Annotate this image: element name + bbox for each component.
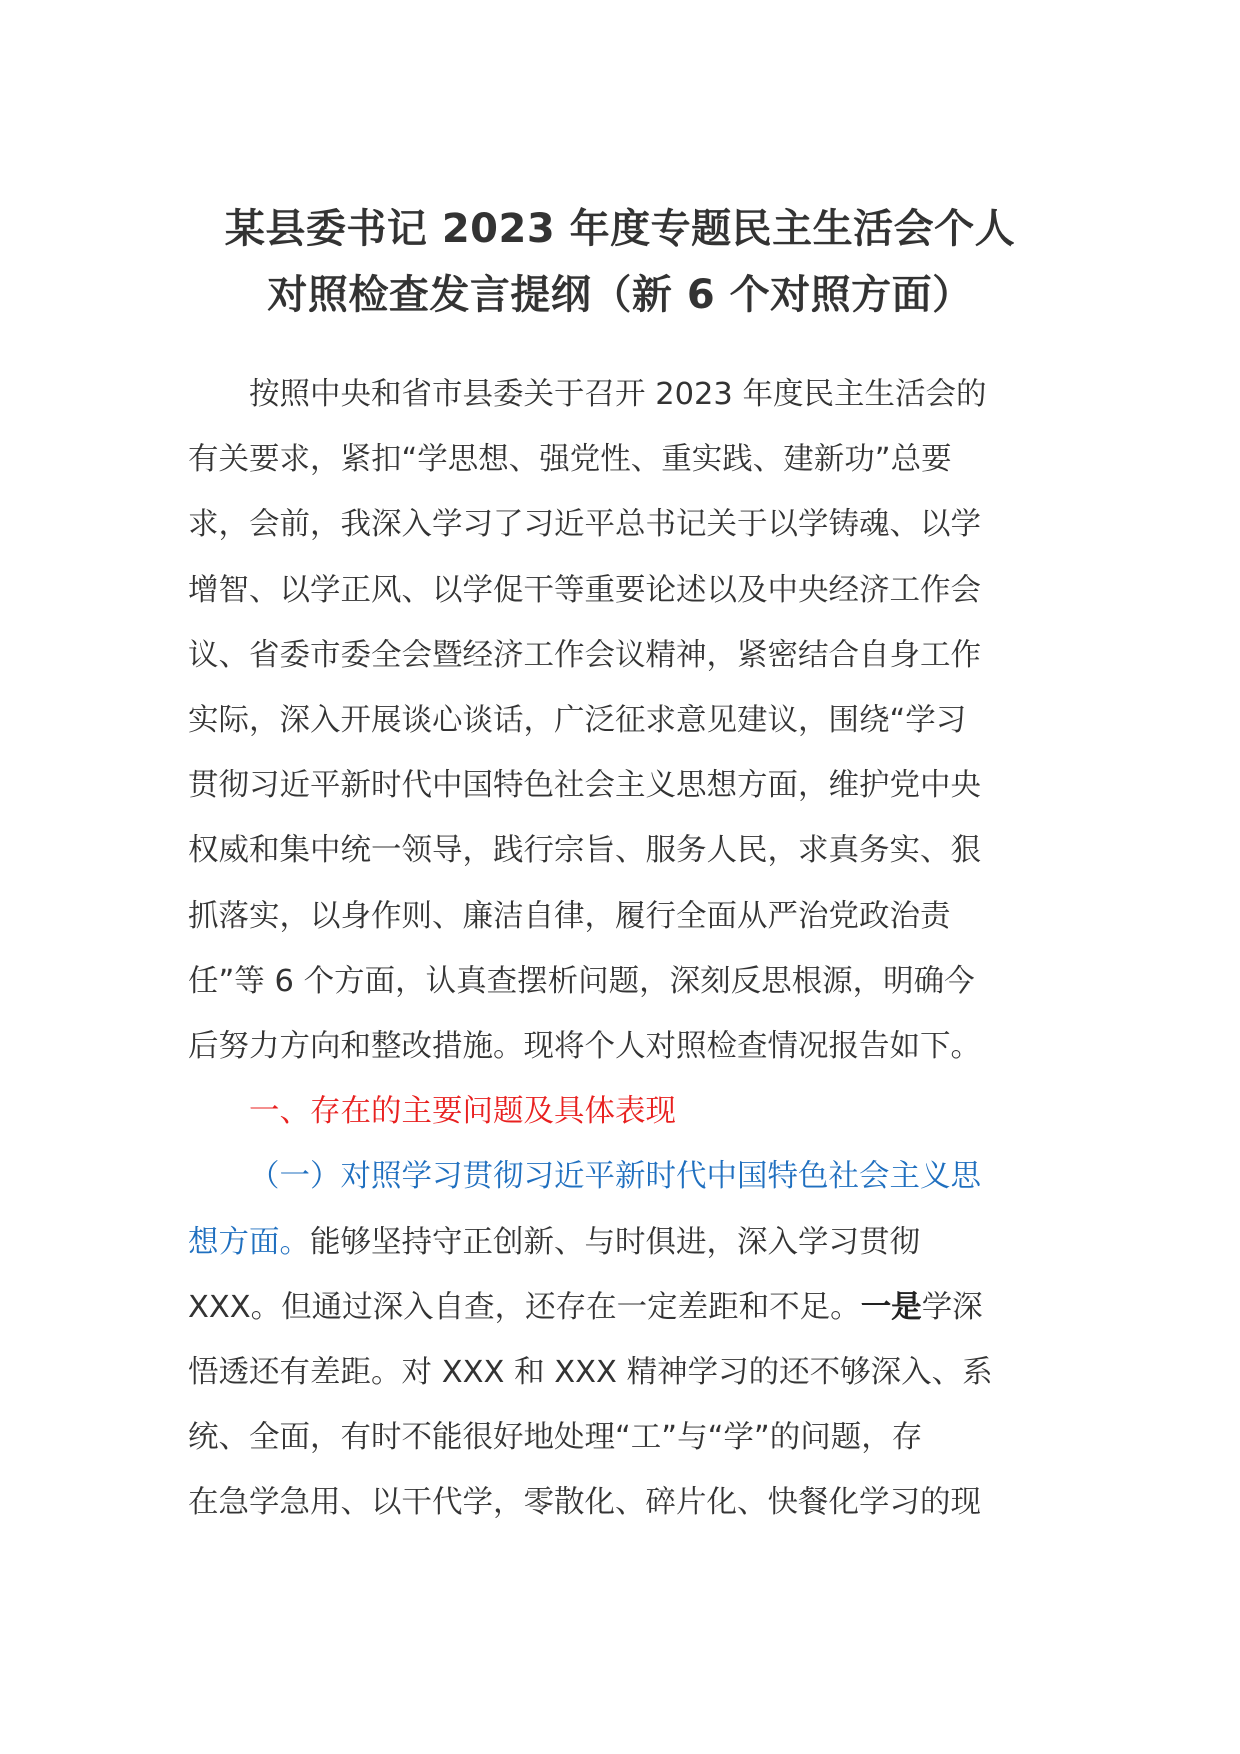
intro-line: 求，会前，我深入学习了习近平总书记关于以学铸魂、以学 <box>188 507 981 543</box>
intro-line: 实际，深入开展谈心谈话，广泛征求意见建议，围绕“学习 <box>188 703 967 739</box>
document-body <box>188 362 1058 1536</box>
intro-line: 抓落实，以身作则、廉洁自律，履行全面从严治党政治责 <box>188 898 951 934</box>
subsection-1-line-5: 统、全面，有时不能很好地处理“工”与“学”的问题，存 <box>188 1420 923 1456</box>
intro-line: 权威和集中统一领导，践行宗旨、服务人民，求真务实、狠 <box>188 833 981 869</box>
section-1-heading: 一、存在的主要问题及具体表现 <box>249 1094 676 1130</box>
subsection-1-text: 能够坚持守正创新、与时俱进，深入学习贯彻 <box>310 1224 920 1260</box>
section-heading-paragraph <box>188 1079 1058 1144</box>
subsection-1-heading-line-1: （一）对照学习贯彻习近平新时代中国特色社会主义思 <box>249 1159 981 1195</box>
subsection-1-paragraph <box>188 1144 1058 1535</box>
subsection-1-text: XXX。但通过深入自查，还存在一定差距和不足。 <box>188 1289 861 1325</box>
title-line-1: 某县委书记 2023 年度专题民主生活会个人 <box>224 206 1016 252</box>
intro-line: 增智、以学正风、以学促干等重要论述以及中央经济工作会 <box>188 572 981 608</box>
intro-line: 贯彻习近平新时代中国特色社会主义思想方面，维护党中央 <box>188 768 981 804</box>
document-title <box>170 196 1070 328</box>
intro-line: 按照中央和省市县委关于召开 2023 年度民主生活会的 <box>249 377 987 412</box>
intro-line: 有关要求，紧扣“学思想、强党性、重实践、建新功”总要 <box>188 442 952 478</box>
subsection-1-line-2 <box>188 1210 1058 1275</box>
point-marker-bold: 一是 <box>860 1289 922 1325</box>
intro-line: 任”等 6 个方面，认真查摆析问题，深刻反思根源，明确今 <box>188 963 975 999</box>
subsection-1-line-4: 悟透还有差距。对 XXX 和 XXX 精神学习的还不够深入、系 <box>188 1355 993 1391</box>
intro-line: 议、省委市委全会暨经济工作会议精神，紧密结合自身工作 <box>188 637 981 673</box>
intro-line: 后努力方向和整改措施。现将个人对照检查情况报告如下。 <box>188 1029 981 1065</box>
subsection-1-line-3 <box>188 1275 1058 1340</box>
subsection-1-heading-line-2: 想方面。 <box>188 1224 310 1260</box>
subsection-1-line-6: 在急学急用、以干代学，零散化、碎片化、快餐化学习的现 <box>188 1485 981 1521</box>
intro-paragraph <box>188 362 1058 1079</box>
title-line-2: 对照检查发言提纲（新 6 个对照方面） <box>267 272 973 318</box>
subsection-1-text: 学深 <box>921 1289 983 1325</box>
